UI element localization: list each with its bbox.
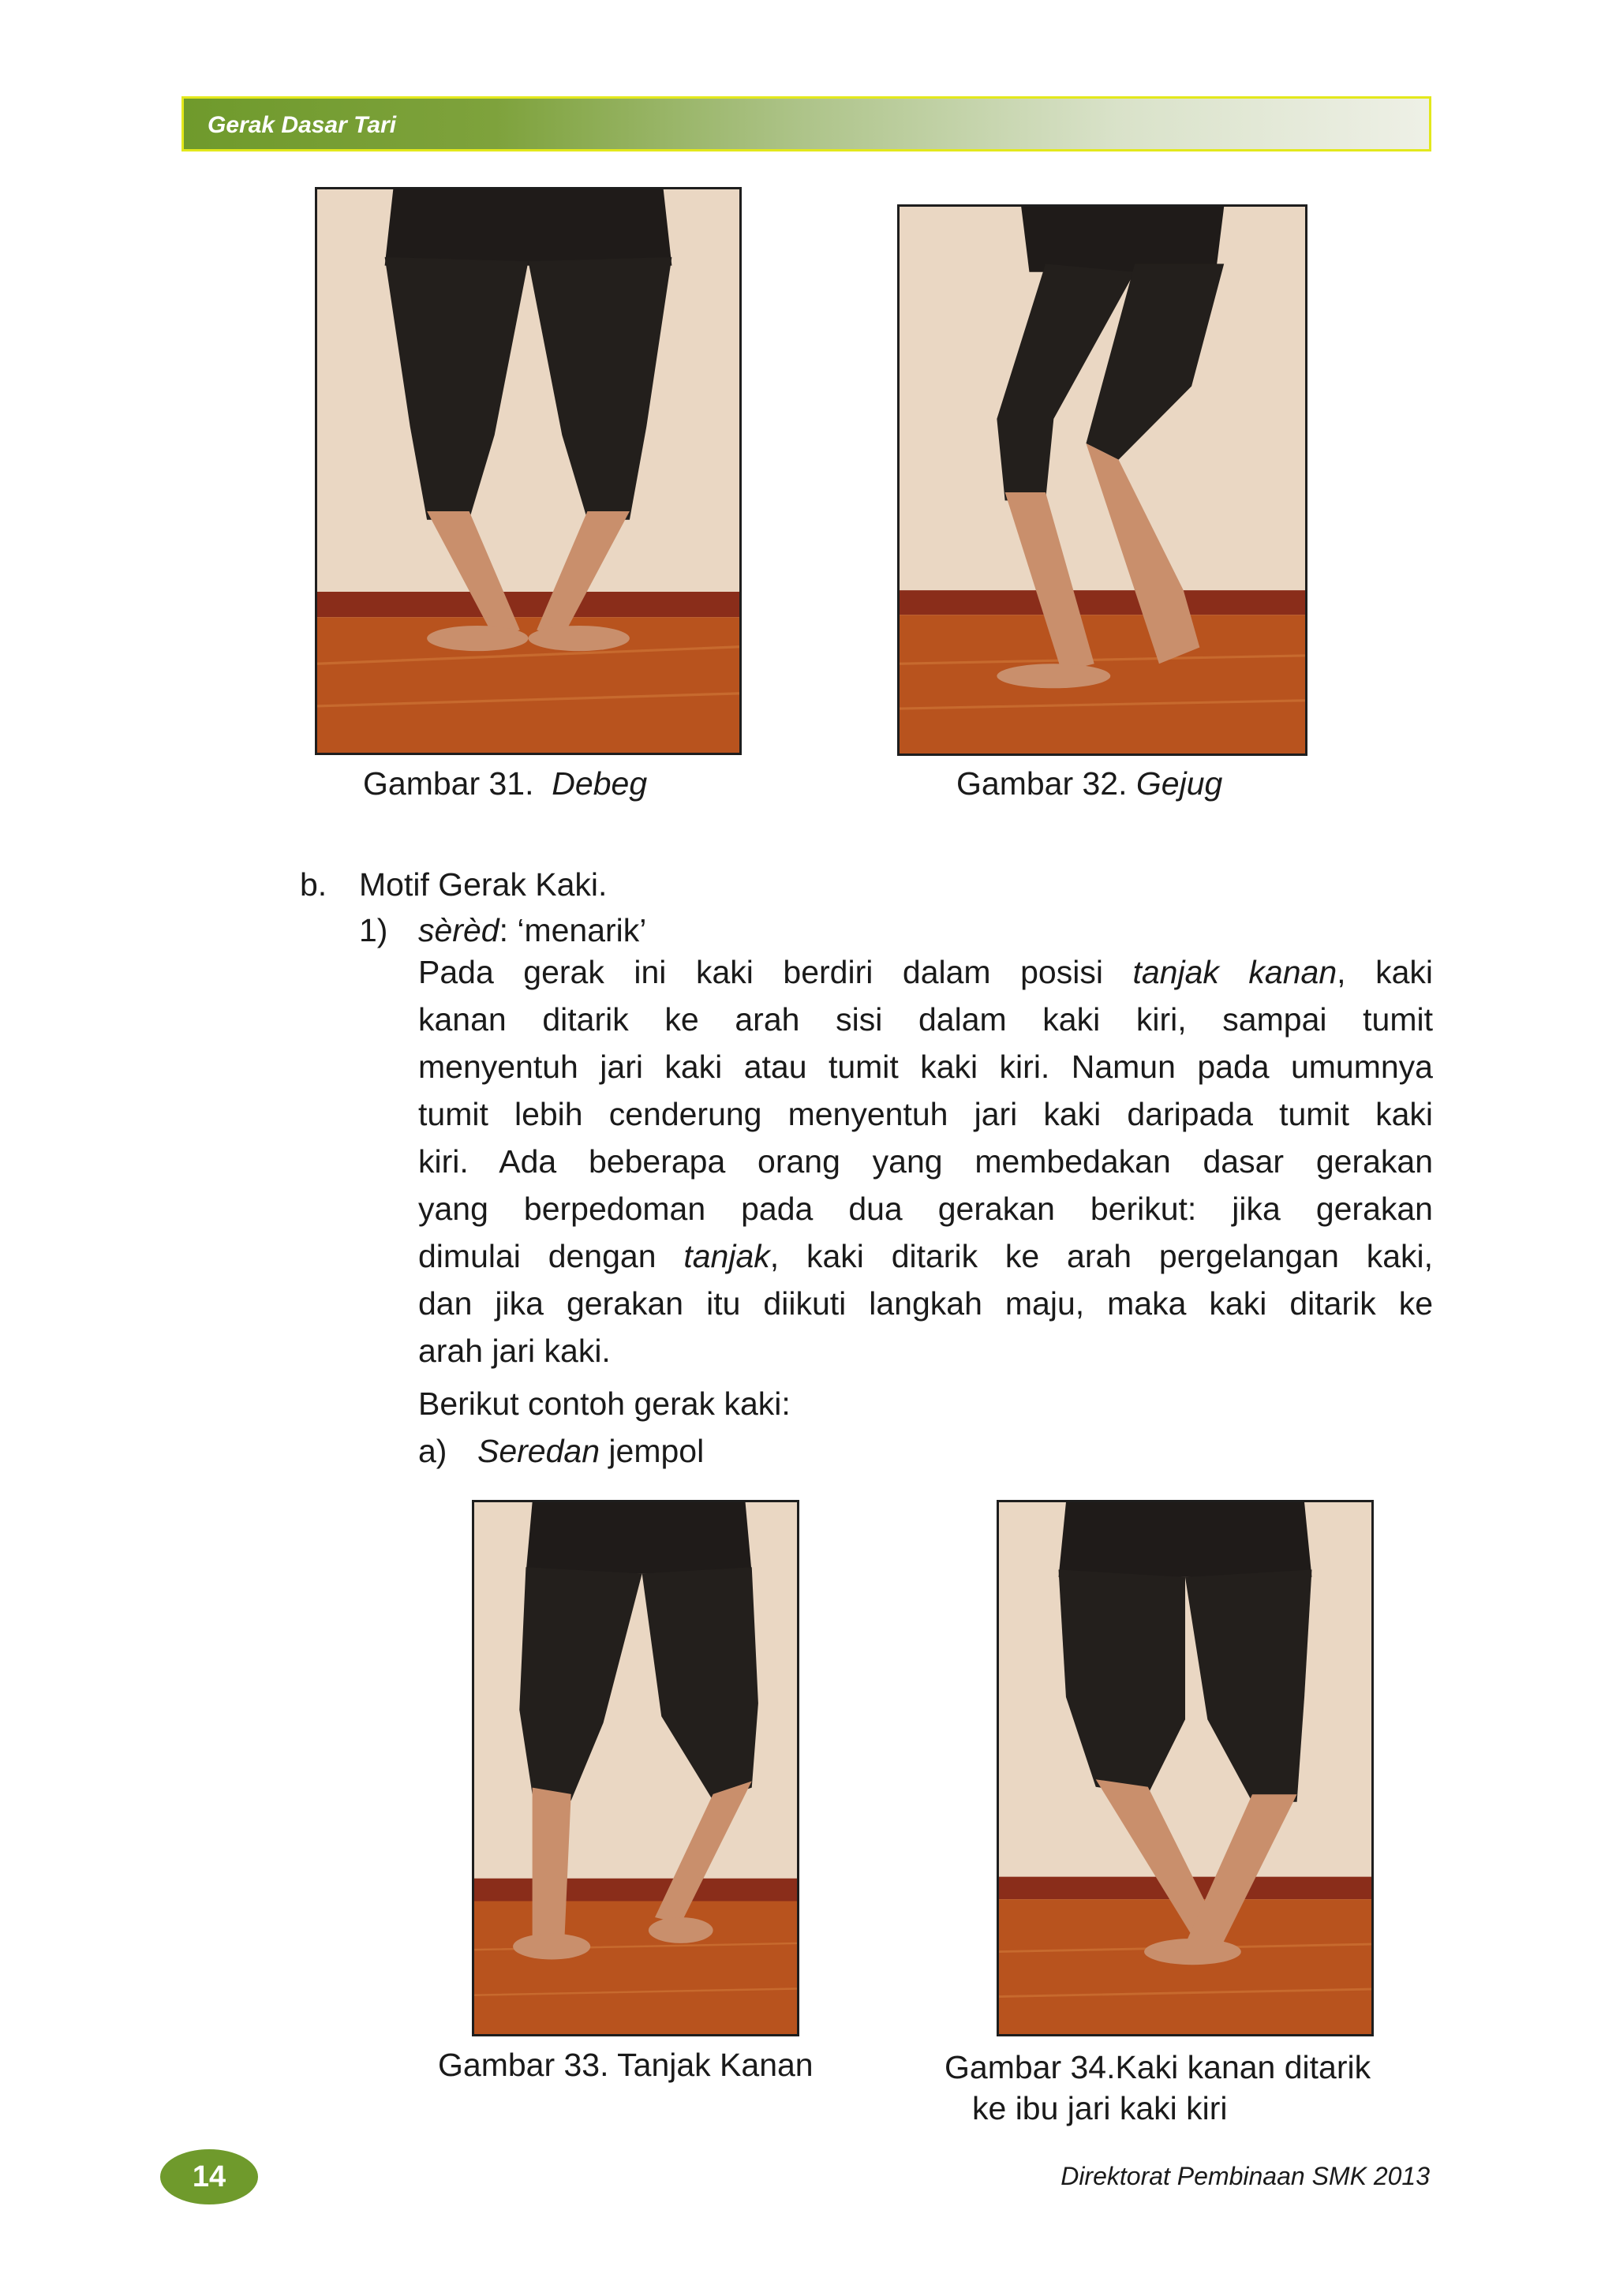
figure-31-photo [315,187,742,755]
paragraph-line: dan jika gerakan itu diikuti langkah maju, maka kaki ditarik ke [418,1285,1433,1322]
figure-34-caption-line2: ke ibu jari kaki kiri [972,2090,1228,2126]
footer-publisher: Direktorat Pembinaan SMK 2013 [1060,2162,1430,2190]
body-paragraph [418,948,1433,1374]
paragraph-line: yang berpedoman pada dua gerakan berikut: jika gerakan [418,1191,1433,1227]
paragraph-emphasis: tanjak [683,1238,770,1274]
paragraph-text: , kaki [1337,954,1434,990]
paragraph-line: kanan ditarik ke arah sisi dalam kaki kiri, sampai tumit [418,1001,1433,1038]
item-number: 1) [359,912,388,948]
sub-rest: jempol [600,1433,705,1469]
paragraph-line [418,948,1433,996]
sub-marker: a) [418,1433,447,1469]
paragraph-line: arah jari kaki. [418,1333,611,1369]
paragraph-line: tumit lebih cenderung menyentuh jari kaki daripada tumit kaki [418,1096,1433,1132]
figure-34-caption-line1: Gambar 34.Kaki kanan ditarik [945,2049,1371,2085]
figure-32-name: Gejug [1135,765,1223,802]
figure-33-caption: Gambar 33. Tanjak Kanan [438,2047,814,2083]
paragraph-line [418,1232,1433,1280]
sub-heading [477,1433,704,1470]
paragraph-emphasis: tanjak kanan [1132,954,1337,990]
paragraph-text: Pada gerak ini kaki berdiri dalam posisi [418,954,1133,990]
paragraph-line: kiri. Ada beberapa orang yang membedakan dasar gerakan [418,1143,1433,1180]
figure-32-caption [956,765,1222,802]
figure-33-photo [472,1500,799,2036]
item-term: sèrèd [418,912,499,948]
section-marker: b. [300,866,327,903]
paragraph-line: menyentuh jari kaki atau tumit kaki kiri. Namun pada umumnya [418,1049,1433,1085]
figure-32-photo [897,204,1307,756]
figure-31-caption [363,765,647,802]
paragraph-text: , kaki ditarik ke arah pergelangan kaki, [769,1238,1433,1274]
paragraph-text: dimulai dengan [418,1238,684,1274]
sub-term: Seredan [477,1433,600,1469]
item-meaning: : ‘menarik’ [499,912,647,948]
figure-31-label: Gambar 31. [363,765,534,802]
figure-32-label: Gambar 32. [956,765,1128,802]
item-heading [418,912,646,949]
figure-31-name: Debeg [552,765,648,802]
page-number-badge: 14 [160,2149,258,2204]
section-title: Motif Gerak Kaki. [359,866,608,903]
example-intro: Berikut contoh gerak kaki: [418,1385,791,1422]
figure-34-caption [945,2047,1371,2129]
header-title: Gerak Dasar Tari [208,112,397,138]
figure-34-photo [997,1500,1374,2036]
header-bar [181,96,1431,151]
